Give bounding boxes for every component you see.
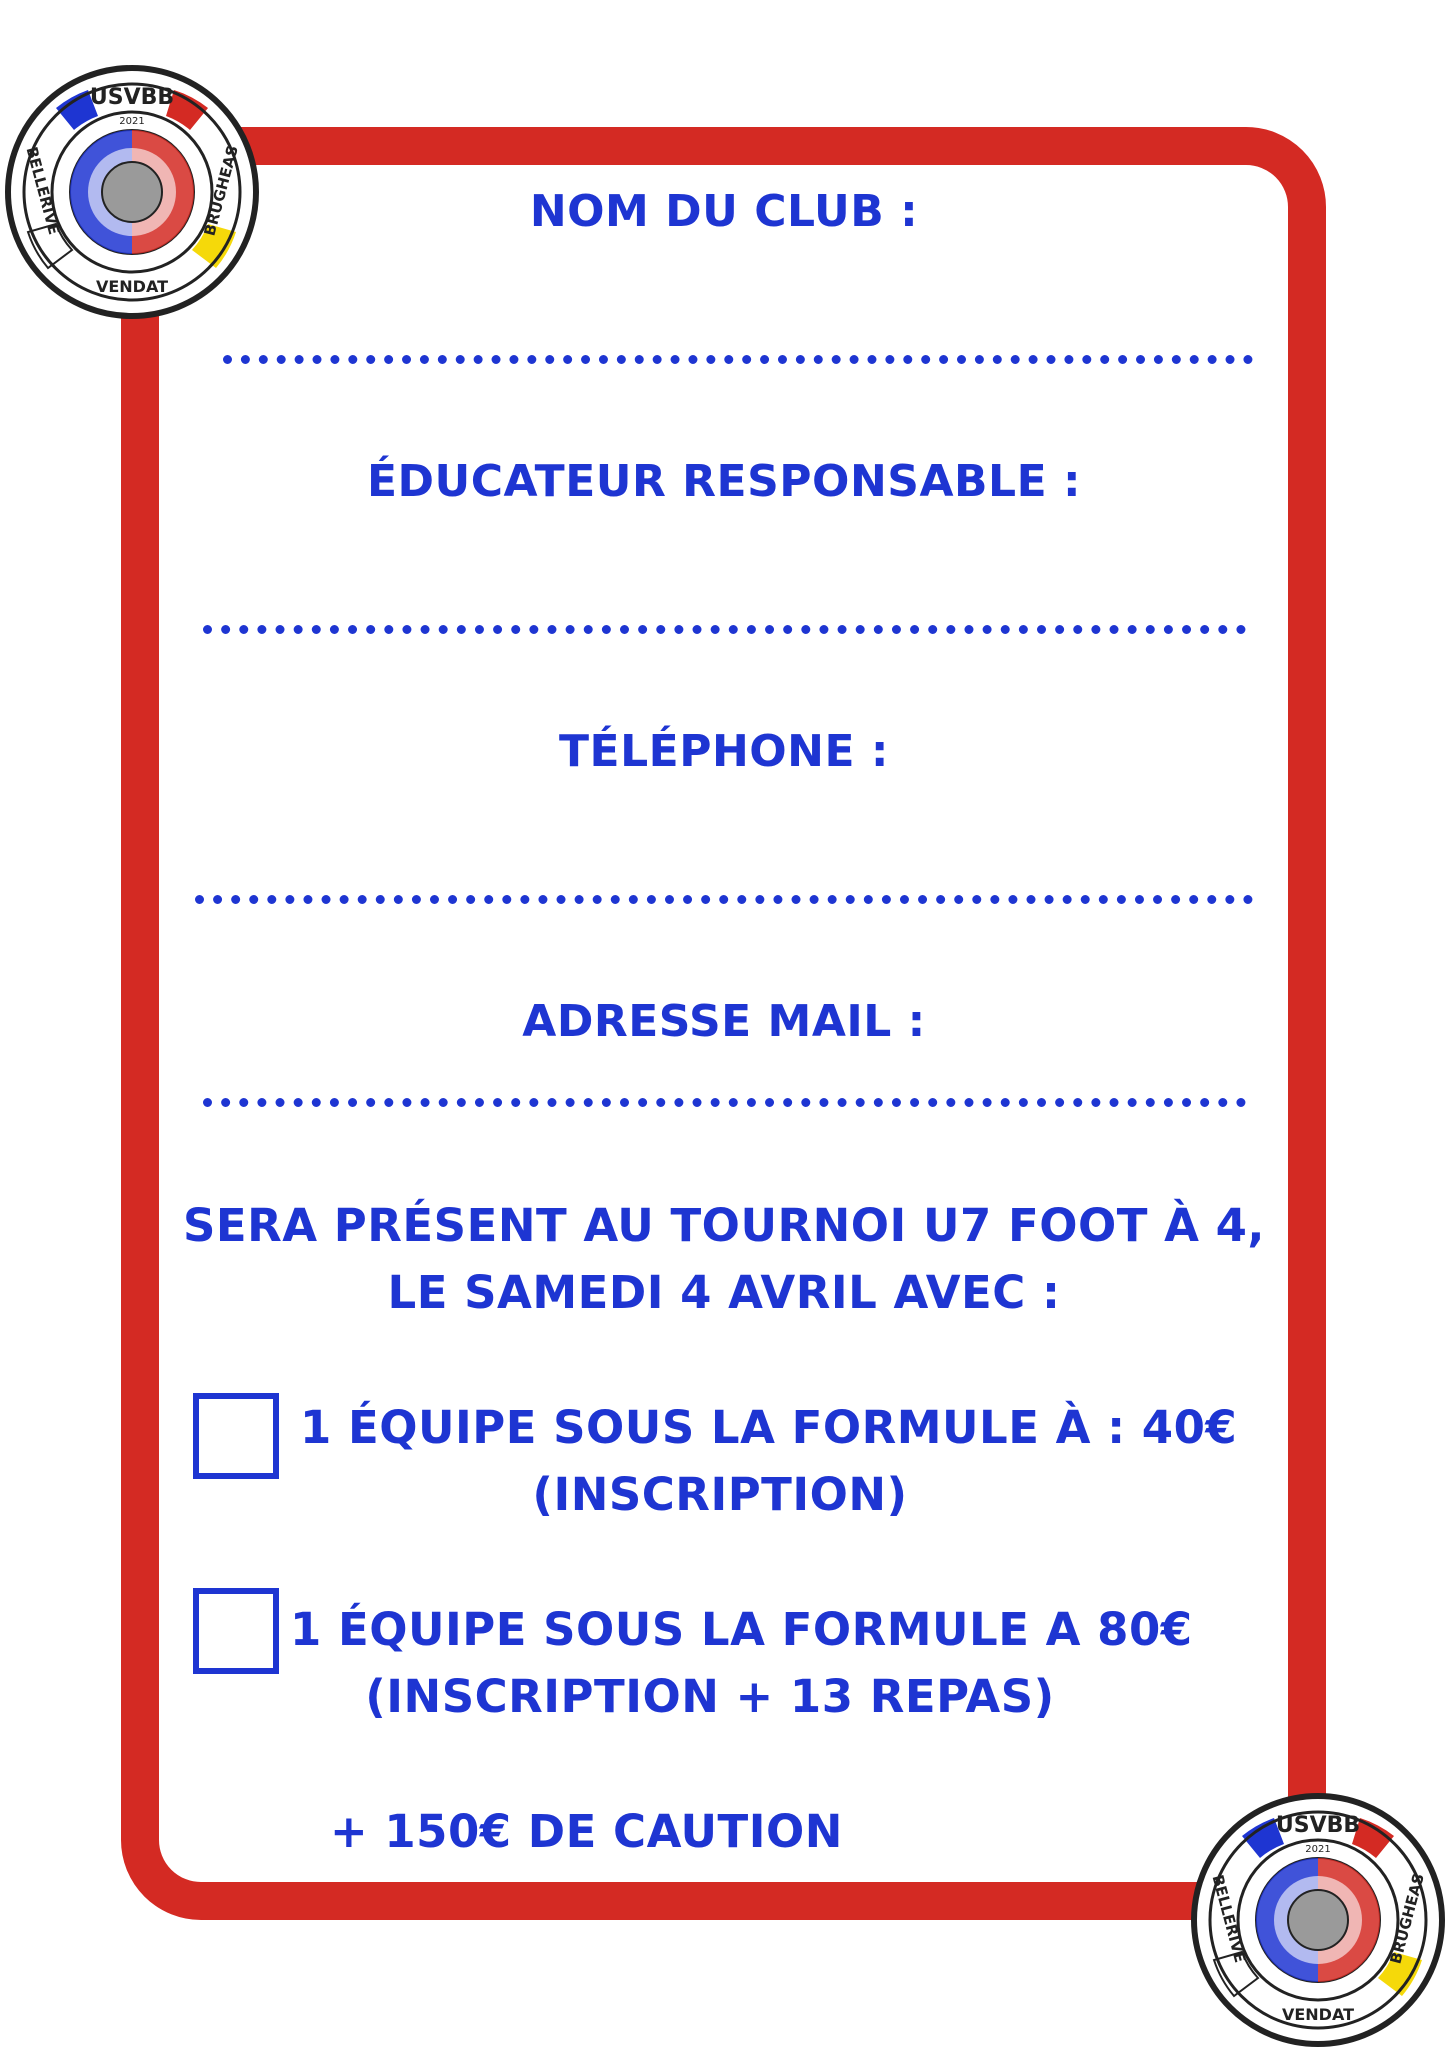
option-2-checkbox[interactable] <box>193 1588 279 1674</box>
club-logo-top <box>4 64 260 320</box>
presence-line-2: LE SAMEDI 4 AVRIL AVEC : <box>387 1266 1061 1319</box>
logo-top-right: BRUGHEAS <box>200 143 242 238</box>
club-logo-bottom <box>1190 1792 1446 2048</box>
logo-bottom-bottom: VENDAT <box>1281 2005 1355 2024</box>
phone-field[interactable] <box>195 895 1253 904</box>
coach-label: ÉDUCATEUR RESPONSABLE : <box>366 456 1082 507</box>
logo-bottom-right: BRUGHEAS <box>1386 1871 1428 1966</box>
logo-bottom-left: BELLERIVE <box>1208 1872 1250 1965</box>
phone-label: TÉLÉPHONE : <box>559 726 889 777</box>
club-name-field[interactable] <box>223 355 1253 364</box>
club-name-label: NOM DU CLUB : <box>529 186 919 237</box>
logo-top-left: BELLERIVE <box>22 144 64 237</box>
logo-top-title: USVBB <box>89 85 175 110</box>
logo-bottom-title: USVBB <box>1275 1813 1361 1838</box>
deposit-text: + 150€ DE CAUTION <box>330 1805 843 1858</box>
presence-line-1: SERA PRÉSENT AU TOURNOI U7 FOOT À 4, <box>183 1199 1265 1252</box>
option-1-checkbox[interactable] <box>193 1393 279 1479</box>
option-1-line-2: (INSCRIPTION) <box>532 1468 908 1521</box>
email-field[interactable] <box>203 1098 1246 1107</box>
coach-field[interactable] <box>203 625 1246 634</box>
option-2-line-1: 1 ÉQUIPE SOUS LA FORMULE A 80€ <box>290 1603 1193 1656</box>
logo-top-bottom: VENDAT <box>95 277 169 296</box>
email-label: ADRESSE MAIL : <box>522 996 926 1047</box>
logo-bottom-year: 2021 <box>1305 1844 1331 1855</box>
option-1-line-1: 1 ÉQUIPE SOUS LA FORMULE À : 40€ <box>300 1401 1238 1454</box>
option-2-line-2: (INSCRIPTION + 13 REPAS) <box>365 1670 1055 1723</box>
logo-top-year: 2021 <box>119 116 145 127</box>
